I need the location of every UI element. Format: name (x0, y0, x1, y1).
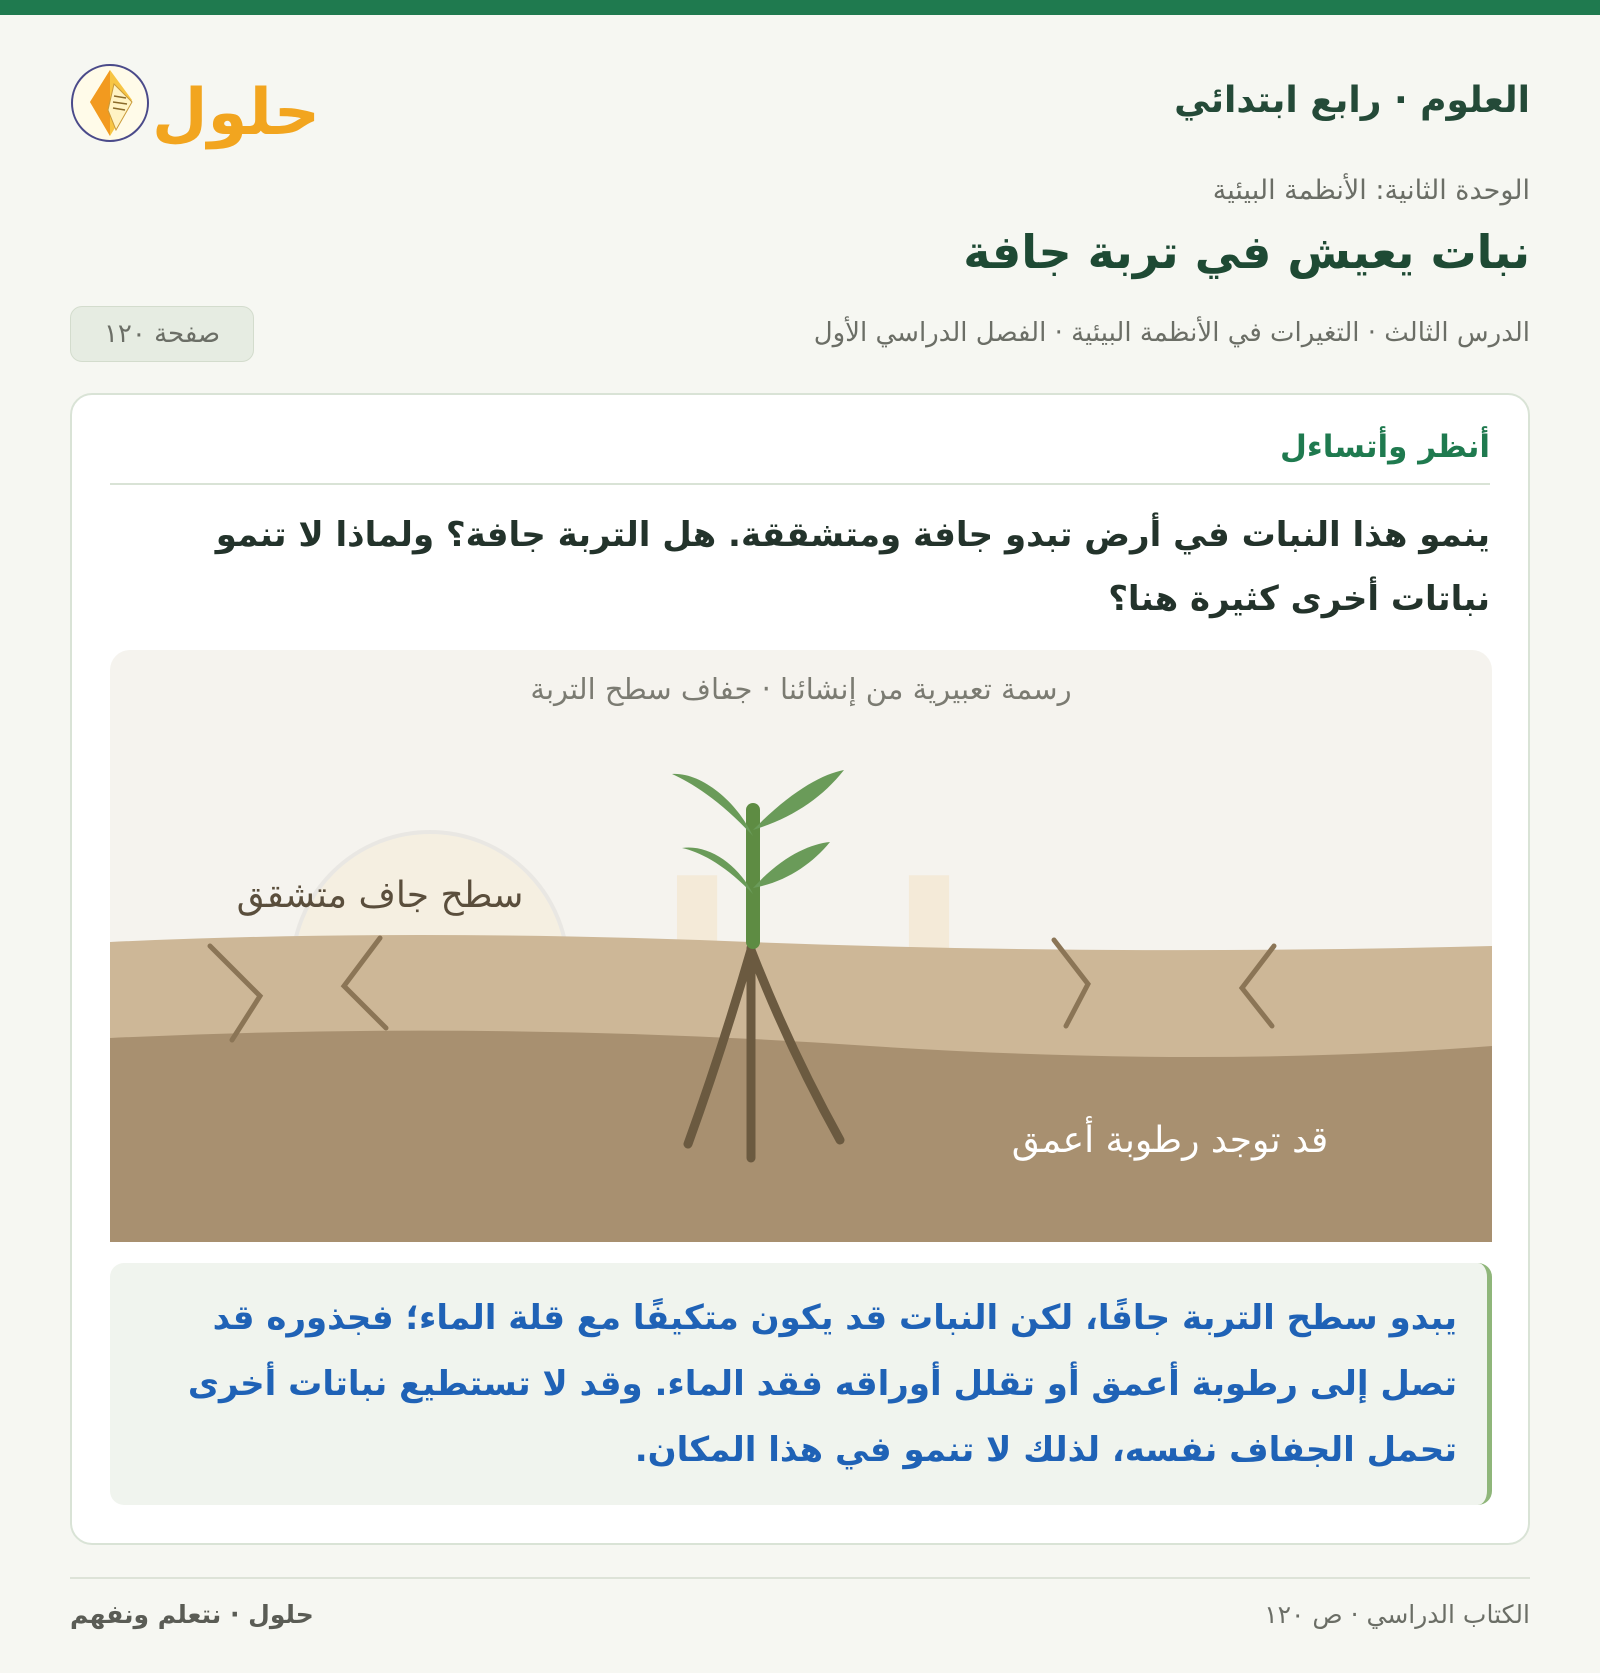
hulul-logo[interactable] (70, 50, 340, 155)
figure-caption: رسمة تعبيرية من إنشائنا · جفاف سطح التربة (530, 672, 1072, 706)
question-text: ينمو هذا النبات في أرض تبدو جافة ومتشققة. هل التربة جافة؟ ولماذا لا تنمو نباتات أخرى كثيرة هنا؟ (215, 515, 1490, 619)
footer-book-page: الكتاب الدراسي · ص ١٢٠ (1264, 1600, 1530, 1629)
lesson-meta: الدرس الثالث · التغيرات في الأنظمة البيئية · الفصل الدراسي الأول (813, 318, 1530, 348)
page-number-badge: صفحة ١٢٠ (70, 306, 254, 362)
card-label: أنظر وأتساءل (1279, 429, 1490, 465)
footer-brand[interactable]: حلول · نتعلم ونفهم (70, 1600, 314, 1629)
label-dry-surface: سطح جاف متشقق (236, 875, 524, 916)
label-deep-moisture: قد توجد رطوبة أعمق (1011, 1120, 1329, 1161)
answer-box (110, 1263, 1492, 1505)
page (70, 15, 1530, 1673)
logo-text: حلول (152, 76, 320, 150)
soil-illustration (110, 650, 1492, 1242)
footer-divider (70, 1577, 1530, 1579)
unit-title: الوحدة الثانية: الأنظمة البيئية (1212, 175, 1530, 206)
answer-text: يبدو سطح التربة جافًا، لكن النبات قد يكون متكيفًا مع قلة الماء؛ فجذوره قد تصل إلى رطوبة أعمق أو تقلل أوراقه فقد الماء. وقد لا تستطيع نباتات أخرى تحمل الجفاف نفسه، لذلك لا تنمو في هذا المكان. (187, 1298, 1457, 1470)
look-and-wonder-card (70, 393, 1530, 1545)
logo-graphic (70, 50, 340, 155)
card-divider (110, 483, 1490, 485)
lesson-title: نبات يعيش في تربة جافة (963, 225, 1530, 279)
top-accent-bar (0, 0, 1600, 15)
subject-grade-title: العلوم · رابع ابتدائي (1174, 80, 1530, 121)
